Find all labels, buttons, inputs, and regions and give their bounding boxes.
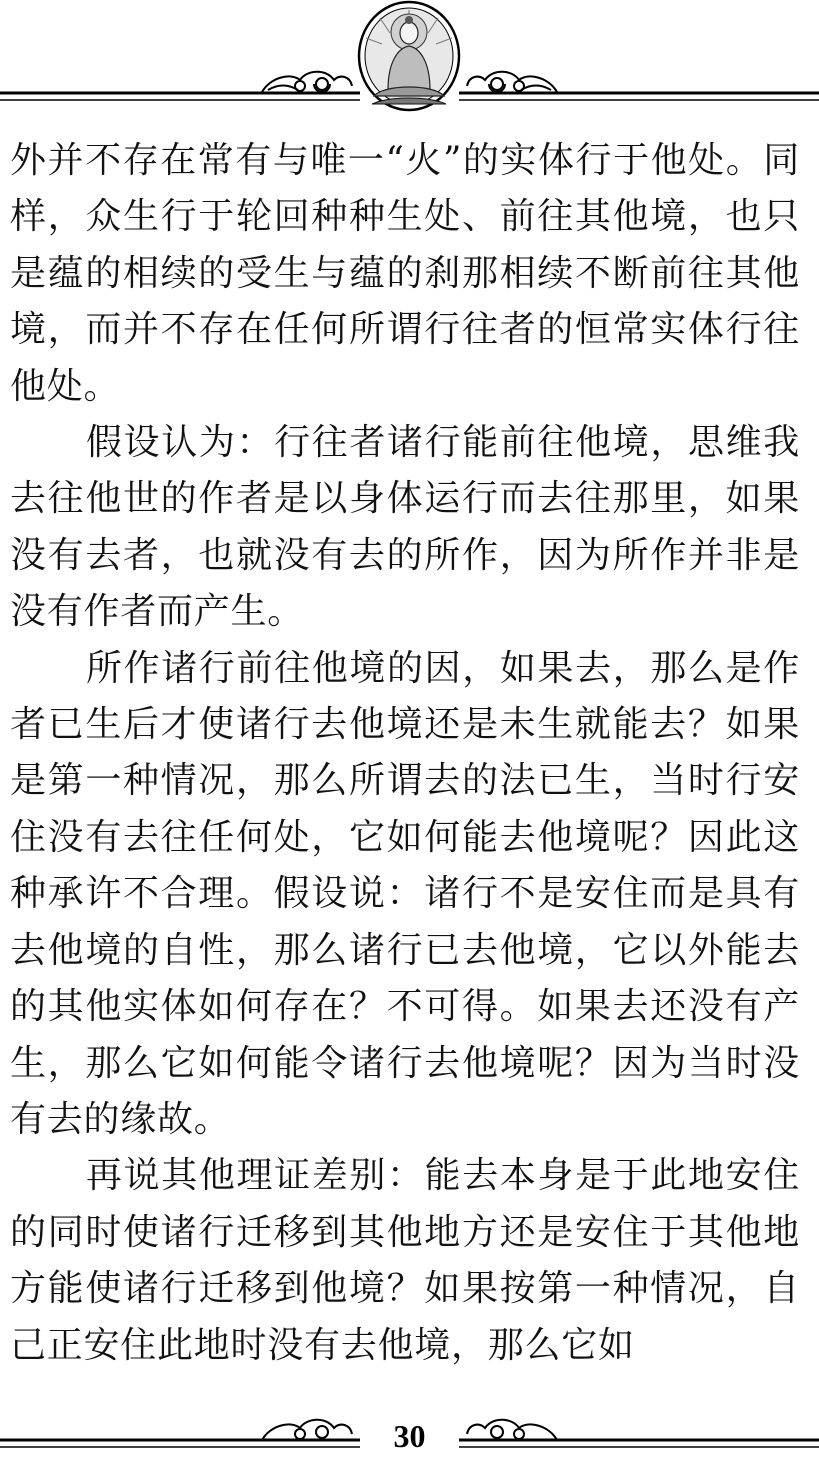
page-number: 30 (393, 1418, 426, 1454)
cloud-scroll-right-icon (467, 72, 557, 92)
header-rule-right (459, 93, 819, 100)
body-text (10, 133, 800, 1374)
header-ornament (0, 0, 819, 112)
paragraph: 外并不存在常有与唯一“火”的实体行于他处。同样，众生行于轮回种种生处、前往其他境，也只是蕴的相续的受生与蕴的刹那相续不断前往其他境，而并不存在任何所谓行往者的恒常实体行往他处。 (10, 140, 800, 407)
paragraph: 再说其他理证差别：能去本身是于此地安住的同时使诸行迁移到其他地方还是安住于其他地方能使诸行迁移到他境？如果按第一种情况，自己正安住此地时没有去他境，那么它如 (10, 1155, 800, 1366)
header-rule-left (0, 93, 360, 100)
buddha-medallion-icon (359, 2, 459, 110)
paragraph: 假设认为：行往者诸行能前往他境，思维我去往他世的作者是以身体运行而去往那里，如果没有去者，也就没有去的所作，因为所作并非是没有作者而产生。 (10, 422, 800, 633)
paragraph: 所作诸行前往他境的因，如果去，那么是作者已生后才使诸行去他境还是未生就能去？如果是第一种情况，那么所谓去的法已生，当时行安住没有去往任何处，它如何能去他境呢？因此这种承许不合理。假设说：诸行不是安住而是具有去他境的自性，那么诸行已去他境，它以外能去的其他实体如何存在？不可得。如果去还没有产生，那么它如何能令诸行去他境呢？因为当时没有去的缘故。 (10, 647, 800, 1140)
cloud-scroll-left-icon (262, 72, 352, 92)
